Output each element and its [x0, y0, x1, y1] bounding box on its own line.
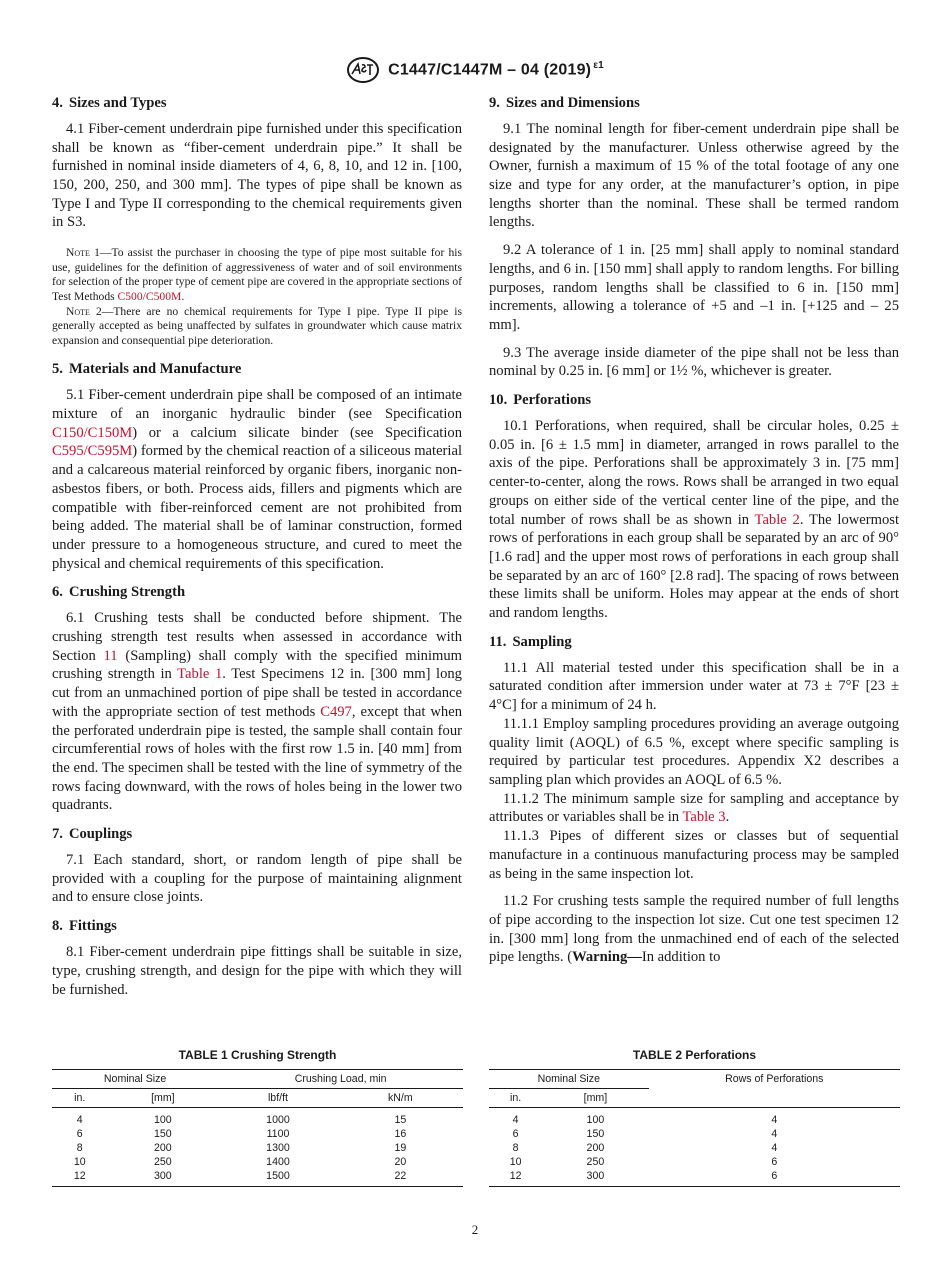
table-row: 4 100 1000 15	[76, 1114, 407, 1126]
paragraph: 10.1 Perforations, when required, shall be circular holes, 0.25 ± 0.05 in. [6 ± 1.5 mm] in diameter, arranged in rows parallel to the axis of the pipe. Perforations shall be approximately 3 in. [75 mm] center-to-center, along the rows. Rows shall be arranged in two equal groups on either side of the vertical center line of the pipe, and the total number of rows shall be as shown in Table 2. The lowermost rows of perforations in each group shall be separated by an arc of 90° [1.6 rad] and the upper most rows of perforations in each group shall be separated by an arc of 160° [2.8 rad]. The spacing of rows between these limits shall be uniform. Holes may appear at the ends of short and random lengths.	[489, 418, 900, 622]
paragraph: 5.1 Fiber-cement underdrain pipe shall be composed of an intimate mixture of an inorganic hydraulic binder (see Specification C150/C150M) or a calcium silicate binder (see Specification C595/C595M) formed by the chemical reaction of a siliceous material and a calcareous material reinforced by organic fibers, inorganic non-asbestos fibers, or both. Process aids, fillers and pigments which are compatible with fiber-reinforced cement are not prohibited from being added. The material shall be of laminar construction, formed under pressure to a homogeneous structure, and cured to meet the physical and chemical requirements of this specification.	[52, 387, 462, 572]
table-3-link[interactable]: Table 3	[682, 809, 726, 826]
section-5	[52, 360, 462, 573]
table-row: 10 250 1400 20	[73, 1156, 407, 1168]
section-9	[489, 94, 899, 381]
section-heading: 7. Couplings	[52, 826, 133, 843]
column-header: in.	[52, 1089, 107, 1108]
section-heading: 8. Fittings	[52, 918, 117, 935]
section-heading: 9. Sizes and Dimensions	[489, 95, 640, 111]
section-heading: 6. Crushing Strength	[52, 584, 186, 601]
note-1: Note 1—To assist the purchaser in choosing the type of pipe most suitable for his use, guidelines for the definition of aggressiveness of water and of soil environments for selection of the proper type of cement pipe are covered in the appropriate sections of Test Methods C500/C500M.	[52, 246, 462, 303]
column-group-header: Nominal Size	[489, 1070, 649, 1089]
table-row: 12 300 6	[509, 1170, 778, 1182]
paragraph: 4.1 Fiber-cement underdrain pipe furnished under this specification shall be known as “fiber-cement underdrain pipe.” It shall be furnished in nominal inside diameters of 4, 6, 8, 10, and 12 in. [100, 150, 200, 250, and 300 mm]. The types of pipe shall be known as Type I and Type II corresponding to the chemical requirements given in S3.	[52, 120, 462, 231]
c595-link[interactable]: C595/C595M	[52, 443, 133, 460]
column-header: kN/m	[338, 1089, 463, 1108]
column-group-header: Nominal Size	[52, 1070, 218, 1089]
paragraph: 11.1.2 The minimum sample size for sampling and acceptance by attributes or variables shall be in Table 3.	[489, 790, 899, 826]
column-header: [mm]	[542, 1089, 648, 1108]
table-2-link[interactable]: Table 2	[754, 511, 800, 528]
section-11-link[interactable]: 11	[103, 647, 118, 664]
table-caption: TABLE 2 Perforations	[632, 1048, 757, 1062]
page-header	[0, 56, 950, 84]
table-row: 8 200 4	[512, 1142, 778, 1154]
paragraph: 9.3 The average inside diameter of the pipe shall not be less than nominal by 0.25 in. [6 mm] or 1½ %, whichever is greater.	[489, 344, 899, 380]
document-designation: C1447/C1447M – 04 (2019) $^{\varepsilon 1}$	[388, 60, 604, 79]
section-11	[489, 633, 899, 967]
table-row: 12 300 1500 22	[73, 1170, 407, 1182]
paragraph: 11.2 For crushing tests sample the required number of full lengths of pipe according to the inspection lot size. Cut one test specimen 12 in. [300 mm] long from the unmachined end of each of the selected pipe lengths. (Warning—In addition to	[489, 893, 899, 966]
table-row: 6 150 1100 16	[76, 1128, 407, 1140]
paragraph: 11.1.1 Employ sampling procedures providing an average outgoing quality limit (AOQL) of 6.5 %, except where specific sampling is required by particular test procedures. Appendix X2 describes a sampling plan which provides an AOQL of 6.5 %.	[489, 715, 899, 788]
note-2: Note 2—There are no chemical requirements for Type I pipe. Type II pipe is generally accepted as being unaffected by sulfates in groundwater which cause matrix expansion and consequential pipe deterioration.	[52, 304, 462, 347]
left-column	[52, 94, 462, 1009]
section-10	[489, 391, 899, 623]
paragraph: 11.1.3 Pipes of different sizes or classes but of sequential manufacture in a continuous manufacturing process may be sampled as being in the same inspection lot.	[489, 828, 899, 882]
crushing-strength-table	[52, 1069, 463, 1187]
column-group-header: Crushing Load, min	[218, 1070, 463, 1089]
table-row: 8 200 1300 19	[76, 1142, 407, 1154]
column-header: [mm]	[107, 1089, 218, 1108]
section-heading: 11. Sampling	[489, 633, 572, 650]
section-6	[52, 583, 462, 815]
column-header: lbf/ft	[218, 1089, 337, 1108]
paragraph: 9.1 The nominal length for fiber-cement underdrain pipe shall be designated by the manufacturer. Unless otherwise agreed by the Owner, furnish a maximum of 15 % of the total footage of any one size and type for any order, at the manufacturer’s option, in pipe lengths shorter than the nominal. These shall be termed random lengths.	[489, 120, 899, 231]
perforations-table	[489, 1069, 900, 1187]
section-heading: 4. Sizes and Types	[52, 95, 167, 111]
c500-link[interactable]: C500/C500M	[117, 289, 182, 303]
paragraph: 9.2 A tolerance of 1 in. [25 mm] shall apply to nominal standard lengths, and 6 in. [150 mm] shall apply to random lengths. For billing purposes, random lengths shall be classified to 6 in. [150 mm] increments, allowing a tolerance of +5 and –1 in. [+125 and – 25 mm].	[489, 242, 899, 333]
table-1-link[interactable]: Table 1	[177, 666, 223, 683]
c150-link[interactable]: C150/C150M	[52, 424, 133, 441]
section-4	[52, 94, 462, 348]
astm-logo-icon	[346, 56, 380, 84]
paragraph: 6.1 Crushing tests shall be conducted before shipment. The crushing strength test results when assessed in accordance with Section 11 (Sampling) shall comply with the specified minimum crushing strength in Table 1. Test Specimens 12 in. [300 mm] long cut from an unmachined portion of pipe shall be tested in accordance with the appropriate section of test methods C497, except that when the perforated underdrain pipe is tested, the sample shall contain four circumferential rows of holes with the first row 1.5 in. [40 mm] from the end. The specimen shall be tested with the line of symmetry of the rows facing downward, with the rows of holes being in the lower two quadrants.	[52, 610, 462, 814]
column-header: Rows of Perforations	[649, 1070, 900, 1108]
table-2	[489, 1048, 900, 1187]
table-caption: TABLE 1 Crushing Strength	[178, 1048, 337, 1062]
page-number: 2	[471, 1222, 479, 1237]
table-row: 6 150 4	[512, 1128, 778, 1140]
table-row: 4 100 4	[512, 1114, 778, 1126]
section-8	[52, 917, 462, 999]
table-row: 10 250 6	[509, 1156, 778, 1168]
section-7	[52, 825, 462, 907]
c497-link[interactable]: C497	[320, 703, 352, 720]
section-heading: 5. Materials and Manufacture	[52, 361, 242, 378]
column-header: in.	[489, 1089, 542, 1108]
section-heading: 10. Perforations	[489, 392, 592, 409]
table-1	[52, 1048, 463, 1187]
right-column	[489, 94, 899, 977]
paragraph: 7.1 Each standard, short, or random length of pipe shall be provided with a coupling for the purpose of maintaining alignment and to ensure close joints.	[52, 852, 462, 906]
paragraph: 8.1 Fiber-cement underdrain pipe fittings shall be suitable in size, type, crushing strength, and design for the pipe with which they will be furnished.	[52, 944, 462, 998]
paragraph: 11.1 All material tested under this specification shall be in a saturated condition after immersion under water at 73 ± 7°F [23 ± 4°C] for a minimum of 24 h.	[489, 659, 899, 714]
